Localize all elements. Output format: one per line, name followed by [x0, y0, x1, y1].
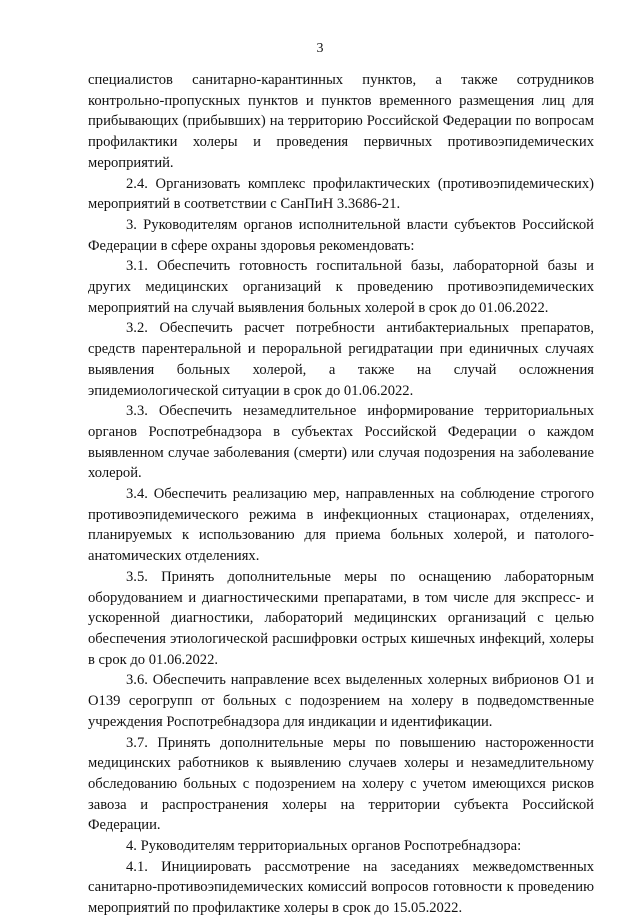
paragraph-3-7: 3.7. Принять дополнительные меры по повышению настороженности медицинских работников к выявлению случаев холеры и незамедлительному обследованию больных с подозрением на холеру с учетом имеющихся рисков завоза и распространения холеры на территории субъекта Российской Федерации.	[88, 734, 594, 834]
paragraph-3-6: 3.6. Обеспечить направление всех выделенных холерных вибрионов О1 и О139 серогрупп от больных с подозрением на холеру в подведомственные учреждения Роспотребнадзора для индикации и идентификации.	[88, 672, 594, 730]
paragraph-3-4: 3.4. Обеспечить реализацию мер, направленных на соблюдение строгого противоэпидемического режима в инфекционных стационарах, отделениях, планируемых к использованию для приема больных холерой, и патолого-анатомических отделениях.	[88, 486, 594, 565]
paragraph-3-1: 3.1. Обеспечить готовность госпитальной базы, лабораторной базы и других медицинских организаций к проведению противоэпидемических мероприятий на случай выявления больных холерой в срок до 01.06.2022.	[88, 258, 594, 316]
paragraph-2-4: 2.4. Организовать комплекс профилактических (противоэпидемических) мероприятий в соответствии с СанПиН 3.3686-21.	[88, 175, 594, 213]
paragraph-continuation: специалистов санитарно-карантинных пунктов, а также сотрудников контрольно-пропускных пунктов и пунктов временного размещения лиц для прибывающих (прибывших) на территорию Российской Федерации по вопросам профилактики холеры и проведения первичных противоэпидемических мероприятий.	[88, 72, 594, 171]
paragraph-3: 3. Руководителям органов исполнительной власти субъектов Российской Федерации в сфере охраны здоровья рекомендовать:	[88, 216, 594, 254]
page-number: 3	[316, 41, 324, 56]
paragraph-3-2: 3.2. Обеспечить расчет потребности антибактериальных препаратов, средств парентеральной и пероральной регидратации при единичных случаях выявления больных холерой, а также на случай осложнения эпидемиологической ситуации в срок до 01.06.2022.	[88, 320, 594, 399]
document-body	[88, 70, 594, 919]
paragraph-3-3: 3.3. Обеспечить незамедлительное информирование территориальных органов Роспотребнадзора в субъектах Российской Федерации о каждом выявленном случае заболевания (смерти) или случая подозрения на заболевание холерой.	[88, 403, 594, 482]
paragraph-4: 4. Руководителям территориальных органов Роспотребнадзора:	[126, 838, 522, 855]
paragraph-4-1: 4.1. Инициировать рассмотрение на заседаниях межведомственных санитарно-противоэпидемических комиссий вопросов готовности к проведению мероприятий по профилактике холеры в срок до 15.05.2022.	[88, 858, 594, 917]
paragraph-3-5: 3.5. Принять дополнительные меры по оснащению лабораторным оборудованием и диагностическими препаратами, в том числе для экспресс- и ускоренной диагностики, лабораторий медицинских организаций с целью обеспечения этиологической расшифровки острых кишечных инфекций, холеры в срок до 01.06.2022.	[88, 568, 594, 668]
